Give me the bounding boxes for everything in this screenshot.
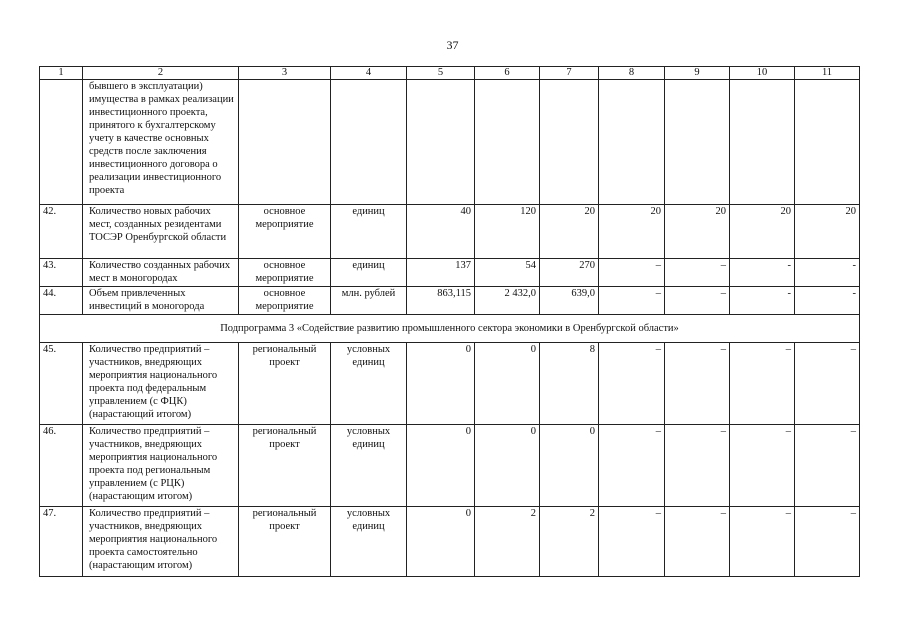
value-col-11: 20 bbox=[795, 205, 860, 259]
value-col-6: 0 bbox=[475, 425, 540, 507]
indicator-name: Количество созданных рабочих мест в моногородах bbox=[83, 259, 239, 287]
value-col-7: 270 bbox=[540, 259, 599, 287]
value-col-8: – bbox=[599, 259, 665, 287]
value-col-5: 863,115 bbox=[407, 287, 475, 315]
value-col-6: 0 bbox=[475, 343, 540, 425]
value-col-10: – bbox=[730, 507, 795, 577]
value-col-9: – bbox=[665, 259, 730, 287]
table-row bbox=[40, 507, 860, 577]
table-row bbox=[40, 205, 860, 259]
column-number: 3 bbox=[239, 67, 331, 80]
column-number: 11 bbox=[795, 67, 860, 80]
column-number: 9 bbox=[665, 67, 730, 80]
column-number: 5 bbox=[407, 67, 475, 80]
value-col-9 bbox=[665, 80, 730, 205]
value-col-8: – bbox=[599, 343, 665, 425]
value-col-11: – bbox=[795, 343, 860, 425]
value-col-5: 0 bbox=[407, 507, 475, 577]
value-col-9: – bbox=[665, 287, 730, 315]
table-row bbox=[40, 287, 860, 315]
row-number bbox=[40, 80, 83, 205]
unit-of-measure: условных единиц bbox=[331, 507, 407, 577]
value-col-7: 20 bbox=[540, 205, 599, 259]
row-number: 42. bbox=[40, 205, 83, 259]
indicator-name: бывшего в эксплуатации) имущества в рамках реализации инвестиционного проекта, принятого к бухгалтерскому учету в качестве основных средств после заключения инвестиционного договора о реализации инвестиционного проекта bbox=[83, 80, 239, 205]
value-col-11: – bbox=[795, 507, 860, 577]
indicator-name: Количество предприятий – участников, внедряющих мероприятия национального проекта под федеральным управлением (с ФЦК) (нарастающий итогом) bbox=[83, 343, 239, 425]
subprogram-header-row bbox=[40, 315, 860, 343]
value-col-8 bbox=[599, 80, 665, 205]
value-col-11 bbox=[795, 80, 860, 205]
indicator-type: основное мероприятие bbox=[239, 259, 331, 287]
column-number: 4 bbox=[331, 67, 407, 80]
value-col-10 bbox=[730, 80, 795, 205]
value-col-6: 54 bbox=[475, 259, 540, 287]
value-col-11: - bbox=[795, 287, 860, 315]
column-number: 2 bbox=[83, 67, 239, 80]
unit-of-measure bbox=[331, 80, 407, 205]
row-number: 46. bbox=[40, 425, 83, 507]
column-number: 7 bbox=[540, 67, 599, 80]
value-col-10: – bbox=[730, 343, 795, 425]
value-col-7: 0 bbox=[540, 425, 599, 507]
value-col-7: 2 bbox=[540, 507, 599, 577]
value-col-9: – bbox=[665, 425, 730, 507]
indicator-name: Количество предприятий – участников, внедряющих мероприятия национального проекта под региональным управлением (с РЦК) (нарастающим итогом) bbox=[83, 425, 239, 507]
value-col-8: 20 bbox=[599, 205, 665, 259]
row-number: 44. bbox=[40, 287, 83, 315]
value-col-10: - bbox=[730, 259, 795, 287]
page-number: 37 bbox=[446, 38, 459, 52]
indicator-type: основное мероприятие bbox=[239, 287, 331, 315]
value-col-5: 40 bbox=[407, 205, 475, 259]
indicator-type: региональный проект bbox=[239, 343, 331, 425]
unit-of-measure: единиц bbox=[331, 205, 407, 259]
column-number: 1 bbox=[40, 67, 83, 80]
unit-of-measure: условных единиц bbox=[331, 343, 407, 425]
indicators-table bbox=[39, 66, 860, 577]
value-col-7: 639,0 bbox=[540, 287, 599, 315]
value-col-11: - bbox=[795, 259, 860, 287]
indicator-type bbox=[239, 80, 331, 205]
value-col-8: – bbox=[599, 507, 665, 577]
unit-of-measure: единиц bbox=[331, 259, 407, 287]
value-col-9: 20 bbox=[665, 205, 730, 259]
column-number: 6 bbox=[475, 67, 540, 80]
value-col-5 bbox=[407, 80, 475, 205]
value-col-10: 20 bbox=[730, 205, 795, 259]
value-col-5: 137 bbox=[407, 259, 475, 287]
value-col-6: 2 bbox=[475, 507, 540, 577]
value-col-7: 8 bbox=[540, 343, 599, 425]
indicator-type: основное мероприятие bbox=[239, 205, 331, 259]
value-col-7 bbox=[540, 80, 599, 205]
value-col-8: – bbox=[599, 287, 665, 315]
column-number: 10 bbox=[730, 67, 795, 80]
row-number: 47. bbox=[40, 507, 83, 577]
value-col-5: 0 bbox=[407, 343, 475, 425]
unit-of-measure: условных единиц bbox=[331, 425, 407, 507]
table-row bbox=[40, 259, 860, 287]
table-row bbox=[40, 80, 860, 205]
table-row bbox=[40, 343, 860, 425]
value-col-5: 0 bbox=[407, 425, 475, 507]
unit-of-measure: млн. рублей bbox=[331, 287, 407, 315]
value-col-8: – bbox=[599, 425, 665, 507]
value-col-10: - bbox=[730, 287, 795, 315]
indicator-name: Количество новых рабочих мест, созданных резидентами ТОСЭР Оренбургской области bbox=[83, 205, 239, 259]
value-col-11: – bbox=[795, 425, 860, 507]
column-number-row bbox=[40, 67, 860, 80]
subprogram-title: Подпрограмма 3 «Содействие развитию промышленного сектора экономики в Оренбургской области» bbox=[40, 315, 860, 343]
column-number: 8 bbox=[599, 67, 665, 80]
value-col-9: – bbox=[665, 343, 730, 425]
value-col-10: – bbox=[730, 425, 795, 507]
indicator-name: Объем привлеченных инвестиций в моногорода bbox=[83, 287, 239, 315]
indicator-type: региональный проект bbox=[239, 507, 331, 577]
table-row bbox=[40, 425, 860, 507]
row-number: 45. bbox=[40, 343, 83, 425]
indicator-type: региональный проект bbox=[239, 425, 331, 507]
value-col-6 bbox=[475, 80, 540, 205]
indicator-name: Количество предприятий – участников, внедряющих мероприятия национального проекта самостоятельно (нарастающим итогом) bbox=[83, 507, 239, 577]
value-col-6: 2 432,0 bbox=[475, 287, 540, 315]
value-col-6: 120 bbox=[475, 205, 540, 259]
value-col-9: – bbox=[665, 507, 730, 577]
row-number: 43. bbox=[40, 259, 83, 287]
